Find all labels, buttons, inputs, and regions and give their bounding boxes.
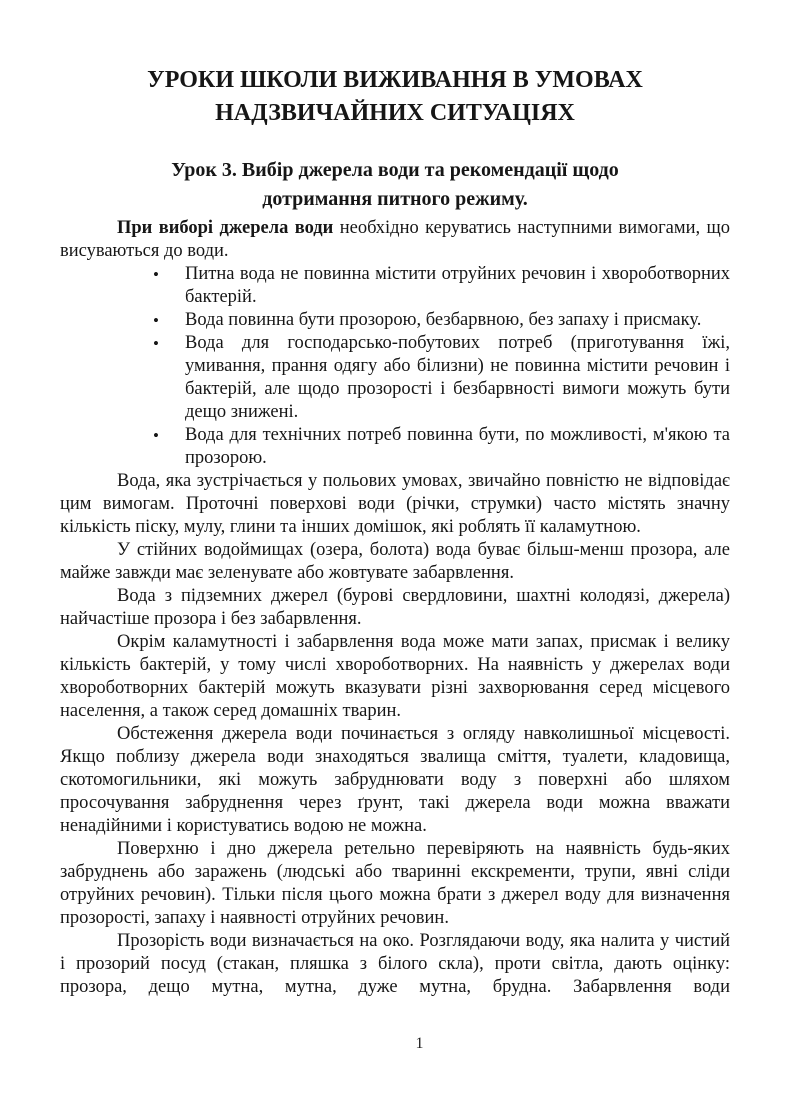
body-paragraph: У стійних водоймищах (озера, болота) вода буває більш-менш прозора, але майже завжди має зеленувате або жовтувате забарвлення. <box>60 540 730 583</box>
intro-rest-text: необхідно керуватись наступними вимогами, що висуваються до води. <box>60 218 731 261</box>
document-title: УРОКИ ШКОЛИ ВИЖИВАННЯ В УМОВАХ НАДЗВИЧАЙНИХ СИТУАЦІЯХ <box>147 67 643 126</box>
bullet-icon: • <box>153 311 159 330</box>
body-paragraph: Окрім каламутності і забарвлення вода може мати запах, присмак і велику кількість бактерій, у тому числі хвороботворних. На наявність у джерелах води хвороботворних бактерій можуть вказувати різні захворювання серед місцевого населення, а також серед домашніх тварин. <box>60 632 730 721</box>
lesson-heading: Урок 3. Вибір джерела води та рекомендації щодо дотримання питного режиму. <box>171 159 619 210</box>
body-paragraph: Обстеження джерела води починається з огляду навколишньої місцевості. Якщо поблизу джерела води знаходяться звалища сміття, туалети, кладовища, скотомогильники, які можуть забруднювати воду з поверхні або шляхом просочування забруднення через ґрунт, такі джерела води можна вважати ненадійними і користуватись водою не можна. <box>60 724 730 836</box>
list-item-text: Вода для господарсько-побутових потреб (приготування їжі, умивання, прання одягу або білизни) не повинна містити речовин і бактерій, але щодо прозорості і безбарвності вимоги можуть бути дещо знижені. <box>185 333 730 422</box>
intro-lead-bold: При виборі джерела води <box>117 218 334 238</box>
body-paragraph: Прозорість води визначається на око. Розглядаючи воду, яка налита у чистий і прозорий посуд (стакан, пляшка з білого скла), проти світла, дають оцінку: прозора, дещо мутна, мутна, дуже мутна, брудна. Забарвлення води <box>60 931 730 997</box>
body-paragraph: Вода, яка зустрічається у польових умовах, звичайно повністю не відповідає цим вимогам. Проточні поверхові води (річки, струмки) часто містять значну кількість піску, мулу, глини та інших домішок, які роблять її каламутною. <box>60 471 730 537</box>
list-item <box>60 424 730 470</box>
list-item-text: Вода повинна бути прозорою, безбарвною, без запаху і присмаку. <box>185 310 702 330</box>
list-item <box>60 309 730 332</box>
list-item-text: Питна вода не повинна містити отруйних речовин і хвороботворних бактерій. <box>185 264 730 307</box>
bullet-icon: • <box>153 334 159 353</box>
list-item <box>60 263 730 309</box>
intro-paragraph <box>60 217 730 263</box>
list-item <box>60 332 730 424</box>
body-paragraph: Поверхню і дно джерела ретельно перевіряють на наявність будь-яких забруднень або заражень (людські або тваринні екскременти, трупи, явні сліди отруйних речовин). Тільки після цього можна брати з джерел воду для визначення прозорості, запаху і наявності отруйних речовин. <box>60 839 730 928</box>
document-body <box>60 217 730 999</box>
bullet-icon: • <box>153 426 159 445</box>
page-number: 1 <box>415 1035 424 1052</box>
list-item-text: Вода для технічних потреб повинна бути, по можливості, м'якою та прозорою. <box>185 425 730 468</box>
body-paragraph: Вода з підземних джерел (бурові свердловини, шахтні колодязі, джерела) найчастіше прозора і без забарвлення. <box>60 586 730 629</box>
water-requirements-list <box>60 263 730 470</box>
bullet-icon: • <box>153 265 159 284</box>
